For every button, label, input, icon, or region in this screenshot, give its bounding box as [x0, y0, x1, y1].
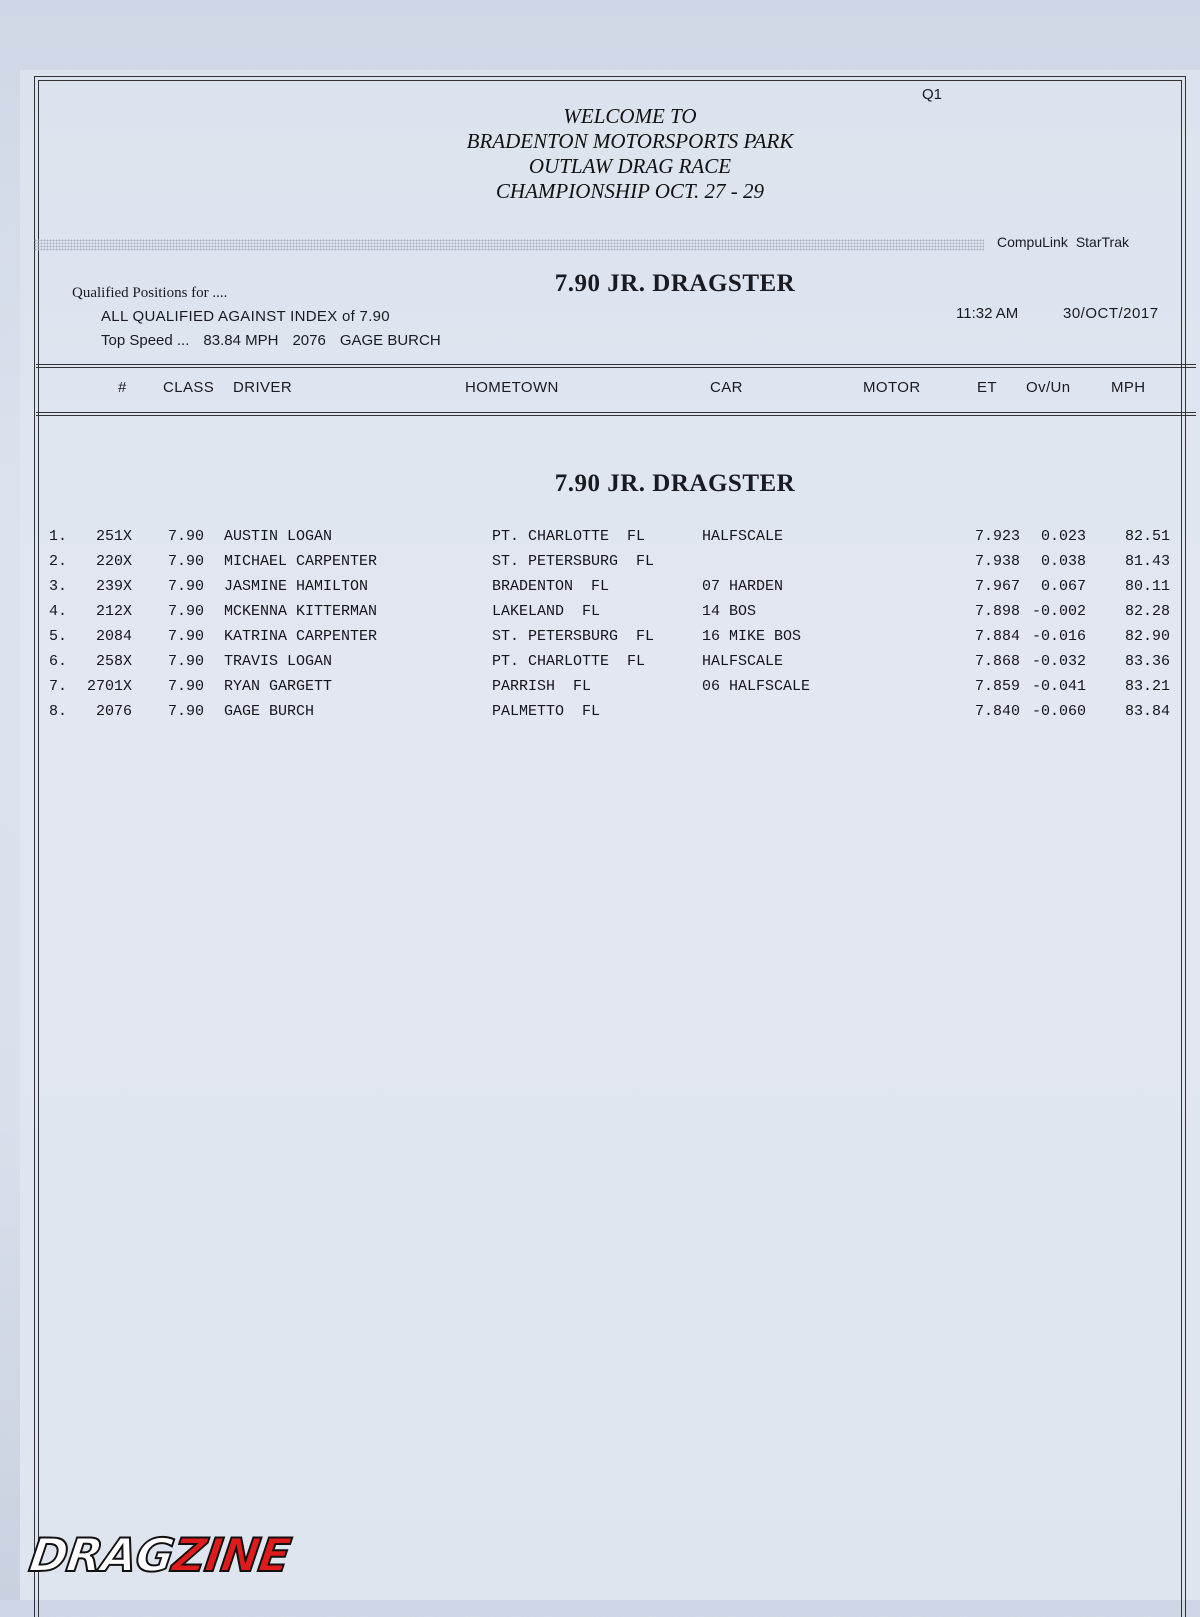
cell-ovun: 0.038	[1040, 553, 1086, 570]
col-header-driver: DRIVER	[233, 379, 293, 396]
cell-driver: JASMINE HAMILTON	[224, 578, 369, 595]
cell-et: 7.938	[974, 553, 1020, 570]
col-header-class: CLASS	[163, 379, 215, 396]
stipple-divider	[34, 239, 984, 251]
welcome-line: CHAMPIONSHIP OCT. 27 - 29	[495, 179, 765, 203]
cell-driver: RYAN GARGETT	[224, 678, 333, 695]
top-speed-driver: GAGE BURCH	[339, 332, 441, 349]
cell-hometown: PT. CHARLOTTE FL	[492, 653, 646, 670]
cell-car: 06 HALFSCALE	[702, 678, 811, 695]
top-speed-label: Top Speed ...	[101, 332, 190, 349]
cell-position: 3.	[49, 578, 68, 595]
cell-ovun: 0.067	[1040, 578, 1086, 595]
cell-car-number: 212X	[95, 603, 132, 620]
print-time: 11:32 AM	[956, 305, 1019, 322]
cell-et: 7.859	[974, 678, 1020, 695]
cell-car-number: 258X	[95, 653, 132, 670]
section-title: 7.90 JR. DRAGSTER	[554, 470, 796, 497]
cell-et: 7.967	[974, 578, 1020, 595]
table-row	[0, 628, 1200, 650]
col-header-motor: MOTOR	[863, 379, 921, 396]
welcome-line: BRADENTON MOTORSPORTS PARK	[466, 129, 794, 153]
cell-car: HALFSCALE	[702, 653, 784, 670]
cell-ovun: -0.016	[1031, 628, 1086, 645]
header-divider-bottom-2	[36, 415, 1196, 416]
top-speed-line	[101, 332, 455, 349]
header-divider-top	[36, 364, 1196, 365]
cell-class: 7.90	[168, 653, 205, 670]
cell-driver: MCKENNA KITTERMAN	[224, 603, 378, 620]
cell-car-number: 2076	[95, 703, 132, 720]
cell-mph: 82.28	[1124, 603, 1170, 620]
cell-ovun: -0.041	[1031, 678, 1086, 695]
col-header-hometown: HOMETOWN	[465, 379, 559, 396]
cell-et: 7.868	[974, 653, 1020, 670]
cell-driver: MICHAEL CARPENTER	[224, 553, 378, 570]
cell-mph: 83.36	[1124, 653, 1170, 670]
cell-hometown: BRADENTON FL	[492, 578, 610, 595]
table-row	[0, 528, 1200, 550]
cell-position: 5.	[49, 628, 68, 645]
welcome-line: OUTLAW DRAG RACE	[528, 154, 732, 178]
logo-part-drag: DRAG	[26, 1528, 177, 1582]
top-speed-car: 2076	[292, 332, 326, 349]
welcome-line: WELCOME TO	[563, 104, 697, 128]
cell-et: 7.923	[974, 528, 1020, 545]
cell-et: 7.840	[974, 703, 1020, 720]
cell-mph: 81.43	[1124, 553, 1170, 570]
cell-position: 1.	[49, 528, 68, 545]
cell-car: 14 BOS	[702, 603, 757, 620]
cell-class: 7.90	[168, 528, 205, 545]
table-row	[0, 703, 1200, 725]
cell-car: 16 MIKE BOS	[702, 628, 802, 645]
cell-driver: KATRINA CARPENTER	[224, 628, 378, 645]
table-row	[0, 553, 1200, 575]
cell-driver: TRAVIS LOGAN	[224, 653, 333, 670]
col-header-car: CAR	[710, 379, 743, 396]
cell-driver: AUSTIN LOGAN	[224, 528, 333, 545]
brand-compulink: CompuLink	[997, 234, 1068, 250]
top-speed-value: 83.84 MPH	[203, 332, 279, 349]
col-header-et: ET	[977, 379, 997, 396]
cell-hometown: ST. PETERSBURG FL	[492, 553, 655, 570]
cell-car-number: 2084	[95, 628, 132, 645]
cell-hometown: ST. PETERSBURG FL	[492, 628, 655, 645]
col-header-mph: MPH	[1111, 379, 1146, 396]
cell-class: 7.90	[168, 603, 205, 620]
cell-class: 7.90	[168, 578, 205, 595]
cell-class: 7.90	[168, 678, 205, 695]
cell-position: 2.	[49, 553, 68, 570]
cell-class: 7.90	[168, 628, 205, 645]
header-divider-top-2	[36, 367, 1196, 368]
cell-hometown: PT. CHARLOTTE FL	[492, 528, 646, 545]
cell-position: 7.	[49, 678, 68, 695]
table-row	[0, 578, 1200, 600]
cell-et: 7.898	[974, 603, 1020, 620]
print-date: 30/OCT/2017	[1063, 305, 1159, 322]
cell-mph: 82.90	[1124, 628, 1170, 645]
brand-startrak: StarTrak	[1075, 234, 1129, 250]
cell-position: 4.	[49, 603, 68, 620]
cell-class: 7.90	[168, 703, 205, 720]
cell-car-number: 2701X	[86, 678, 132, 695]
cell-mph: 80.11	[1124, 578, 1170, 595]
qualified-against-index: ALL QUALIFIED AGAINST INDEX of 7.90	[101, 308, 390, 325]
cell-ovun: -0.032	[1031, 653, 1086, 670]
cell-hometown: PARRISH FL	[492, 678, 592, 695]
cell-hometown: LAKELAND FL	[492, 603, 601, 620]
welcome-banner	[380, 104, 880, 204]
col-header-ovun: Ov/Un	[1026, 379, 1071, 396]
cell-hometown: PALMETTO FL	[492, 703, 601, 720]
col-header-num: #	[118, 379, 127, 396]
table-row	[0, 678, 1200, 700]
table-row	[0, 603, 1200, 625]
cell-ovun: -0.002	[1031, 603, 1086, 620]
table-row	[0, 653, 1200, 675]
session-label: Q1	[922, 86, 943, 103]
cell-mph: 83.21	[1124, 678, 1170, 695]
brand-label	[997, 234, 1137, 250]
cell-driver: GAGE BURCH	[224, 703, 315, 720]
qualified-for-label: Qualified Positions for ....	[72, 285, 228, 301]
header-divider-bottom	[36, 412, 1196, 413]
cell-car-number: 251X	[95, 528, 132, 545]
dragzine-watermark-logo	[26, 1528, 293, 1582]
class-title: 7.90 JR. DRAGSTER	[554, 270, 796, 297]
cell-car: HALFSCALE	[702, 528, 784, 545]
cell-class: 7.90	[168, 553, 205, 570]
cell-position: 8.	[49, 703, 68, 720]
cell-et: 7.884	[974, 628, 1020, 645]
logo-part-zine: ZINE	[169, 1528, 294, 1582]
cell-mph: 83.84	[1124, 703, 1170, 720]
cell-ovun: -0.060	[1031, 703, 1086, 720]
cell-position: 6.	[49, 653, 68, 670]
cell-mph: 82.51	[1124, 528, 1170, 545]
cell-car: 07 HARDEN	[702, 578, 784, 595]
cell-car-number: 239X	[95, 578, 132, 595]
cell-ovun: 0.023	[1040, 528, 1086, 545]
cell-car-number: 220X	[95, 553, 132, 570]
